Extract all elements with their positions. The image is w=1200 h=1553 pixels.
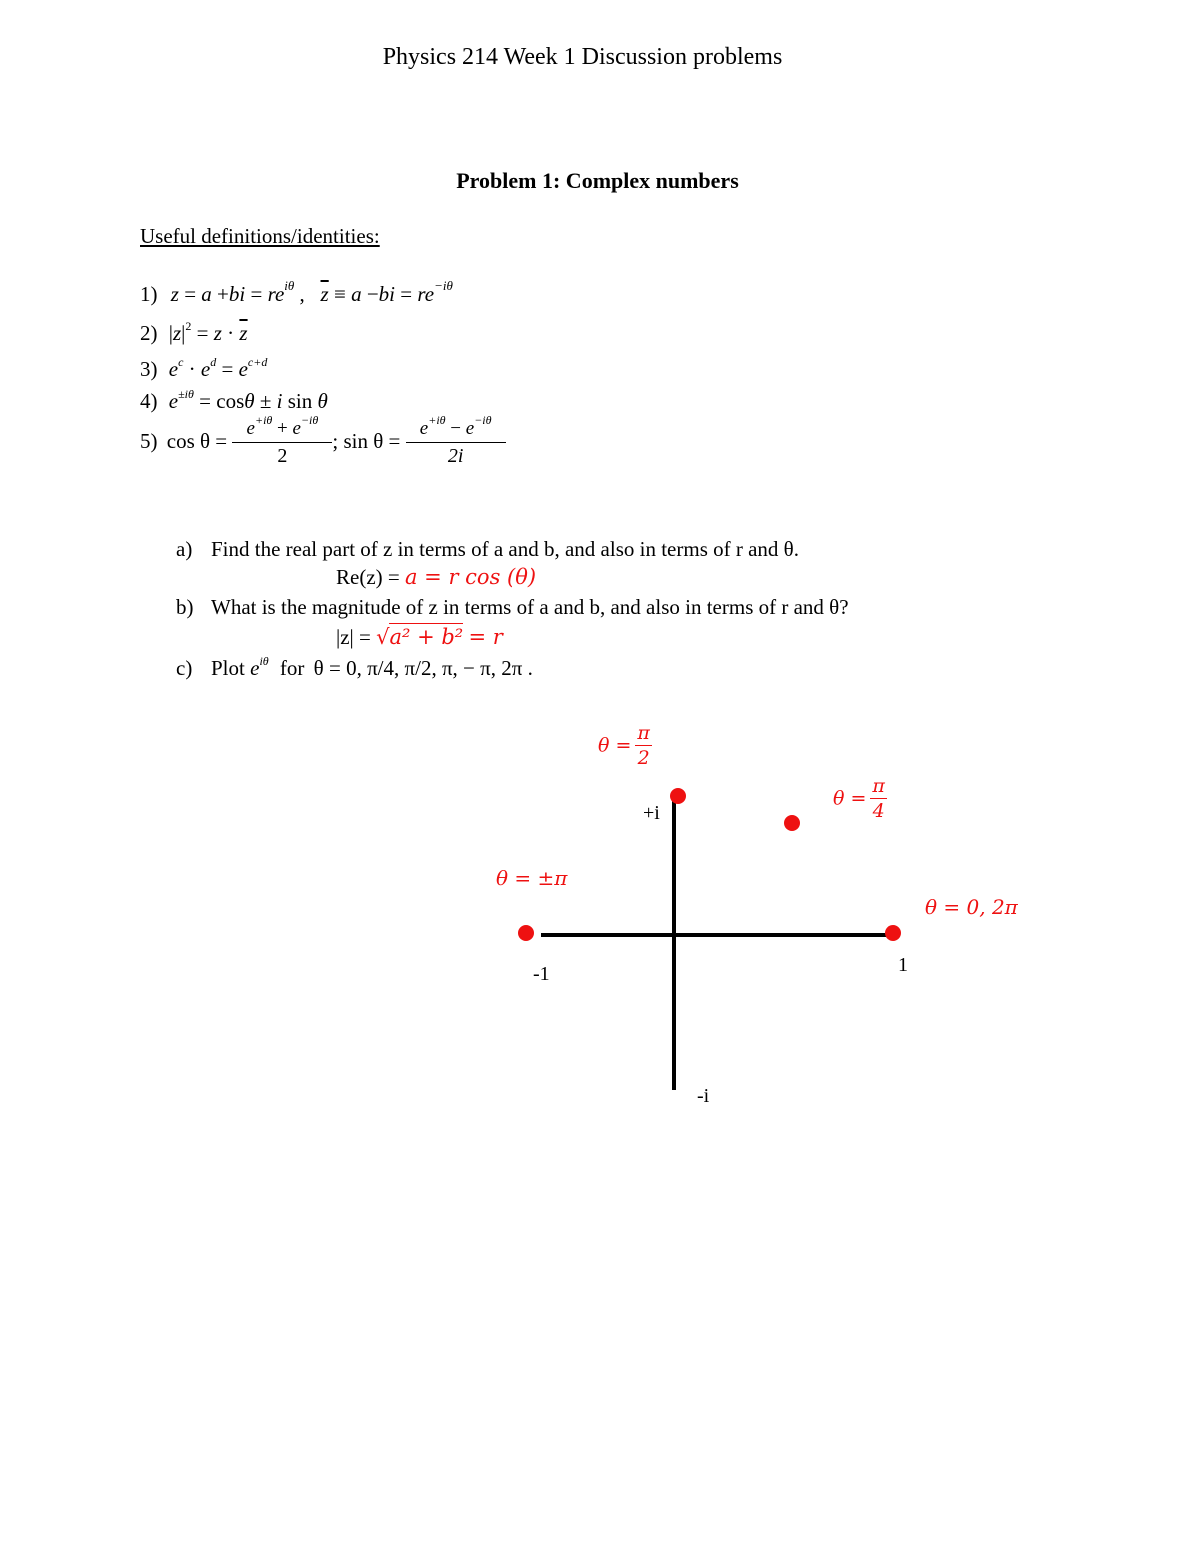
axis-label-plus-i: +i [643,802,660,824]
axis-label-minus-1: -1 [533,963,550,985]
axis-label-minus-i: -i [697,1085,710,1107]
point-theta-0 [885,925,901,941]
identity-5-number: 5) [140,428,158,453]
answer-a-prefix: Re(z) = [336,565,400,589]
question-c-values: θ = 0, π/4, π/2, π, − π, 2π . [313,656,533,680]
axis-label-1: 1 [898,954,908,976]
identity-3-number: 3) [140,357,158,381]
question-b-text: What is the magnitude of z in terms of a and b, and also in terms of r and θ? [211,595,849,619]
useful-definitions-label: Useful definitions/identities: [140,224,380,248]
cos-denominator: 2 [277,445,288,467]
cos-fraction: $\frac{e^{+i\theta} + e^{-i\theta}}{2}$ [232,418,332,468]
label-pi-num-2: π [872,775,885,797]
point-theta-pi-2 [670,788,686,804]
label-theta-pi-4 [833,775,887,822]
page-title: Physics 214 Week 1 Discussion problems [382,44,783,70]
label-den-2: 2 [637,747,650,769]
question-a-letter: a) [176,537,193,561]
answer-b-root: a² + b² [389,625,464,649]
question-a-text: Find the real part of z in terms of a and b, and also in terms of r and θ. [211,537,799,561]
label-theta-pm-pi: θ = ±π [496,866,568,890]
label-den-4: 4 [872,800,885,822]
question-c-for: for [279,656,305,680]
label-theta-pi-2 [598,722,652,769]
point-theta-pi [518,925,534,941]
question-c-letter: c) [176,656,193,680]
identity-2-number: 2) [140,321,158,345]
answer-b-prefix: |z| = [336,625,371,649]
question-c-text: Plot $e^{i\theta}$ for θ = 0, π/4, π/2, π, − π, 2π . [211,654,533,680]
identity-1: 1) $z = a +bi = re^{i\theta}$ , $\overline{z} \equiv a -bi = re^{-i\theta}$ [140,278,453,306]
cos-label: cos θ = [166,428,228,453]
identity-4: 4) $e^{\pm i\theta} = \cos\theta \pm i$ sin θ [140,387,328,413]
identity-3: 3) $e^c \cdot e^d = e^{c+d}$ [140,355,268,381]
answer-a-value: a = r cos (θ) [404,565,537,589]
point-theta-pi-4 [784,815,800,831]
answer-b-suffix: = r [468,625,503,649]
problem-heading: Problem 1: Complex numbers [456,168,739,193]
label-pi-num-1: π [637,722,650,744]
sin-fraction: $\frac{e^{+i\theta} - e^{-i\theta}}{2i}$ [406,418,506,468]
question-c-plot: Plot [211,656,245,680]
identity-2: 2) $|z|^2 = z \cdot \overline{z}$ [140,319,248,345]
question-b-answer: |z| = √a² + b² = r [336,625,503,649]
identity-4-number: 4) [140,389,158,413]
sin-denominator: 2i [447,445,464,467]
label-theta-eq-1: θ = [598,734,632,757]
label-theta-zero: θ = 0, 2π [925,895,1018,919]
label-theta-eq-2: θ = [833,787,867,810]
question-b-letter: b) [176,595,194,619]
identity-1-number: 1) [140,282,158,306]
sin-label: ; sin θ = [332,428,401,453]
